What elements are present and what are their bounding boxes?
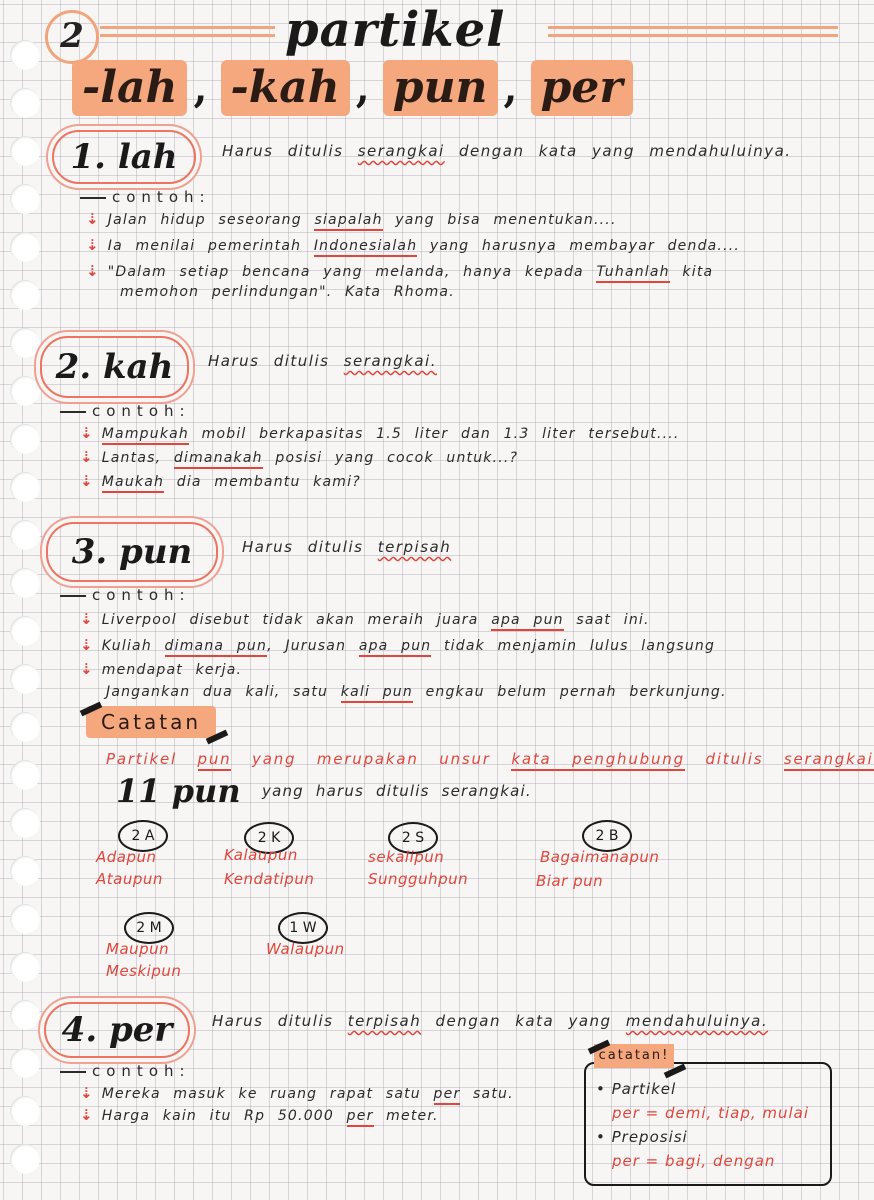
example-item: [80, 636, 715, 654]
example-text: , Jurusan: [267, 638, 359, 654]
example-keyword: Indonesialah: [314, 238, 417, 257]
desc-keyword: terpisah: [347, 1012, 422, 1030]
group-word: Biar pun: [536, 872, 604, 890]
desc-text: Harus ditulis: [242, 538, 378, 556]
example-keyword: kali pun: [341, 684, 413, 703]
example-keyword: per: [347, 1108, 374, 1127]
desc-text: dengan kata yang: [421, 1012, 626, 1030]
binder-hole: [10, 1144, 40, 1174]
dash: [60, 411, 86, 413]
group-label: 1 W: [278, 912, 328, 944]
example-text: Harga kain itu Rp 50.000: [101, 1108, 347, 1124]
separator: ,: [193, 65, 208, 112]
example-text: tidak menjamin lulus langsung: [431, 638, 716, 654]
example-item: [80, 448, 518, 466]
note-keyword: serangkai: [784, 750, 874, 771]
arrow-down-icon: ⇣: [86, 262, 100, 280]
note-keyword: kata penghubung: [511, 750, 685, 771]
binder-hole: [10, 664, 40, 694]
example-keyword: apa pun: [491, 612, 564, 631]
example-item: [106, 684, 727, 700]
arrow-down-icon: ⇣: [80, 448, 94, 466]
binder-hole: [10, 328, 40, 358]
catatan-tag: Catatan: [86, 706, 216, 738]
subtitle-item: pun: [383, 60, 498, 116]
example-keyword: apa pun: [359, 638, 432, 657]
group-word: Walaupun: [266, 940, 345, 958]
title-rule-left: [100, 26, 275, 29]
example-item: [80, 1106, 439, 1124]
example-keyword: Tuhanlah: [596, 264, 669, 283]
binder-hole: [10, 376, 40, 406]
arrow-down-icon: ⇣: [80, 660, 94, 678]
contoh-label: contoh:: [92, 402, 191, 420]
binder-hole: [10, 808, 40, 838]
binder-hole: [10, 856, 40, 886]
dash: [80, 197, 106, 199]
binder-hole: [10, 952, 40, 982]
eleven-pun-heading: 11 pun: [116, 772, 241, 810]
chapter-number: 2: [45, 10, 99, 64]
example-text: Liverpool disebut tidak akan meraih juara: [101, 612, 492, 628]
example-text: Mereka masuk ke ruang rapat satu: [101, 1086, 434, 1102]
binder-hole: [10, 280, 40, 310]
example-keyword: Maukah: [102, 474, 164, 493]
contoh-heading: [60, 402, 191, 420]
binder-hole: [10, 616, 40, 646]
example-keyword: Mampukah: [102, 426, 189, 445]
arrow-down-icon: ⇣: [80, 472, 94, 490]
separator: ,: [355, 65, 370, 112]
example-keyword: siapalah: [314, 212, 382, 231]
eleven-pun-description: yang harus ditulis serangkai.: [262, 782, 532, 800]
contoh-heading: [80, 188, 211, 206]
group-label: 2 A: [118, 820, 168, 852]
binder-hole: [10, 712, 40, 742]
arrow-down-icon: ⇣: [80, 1084, 94, 1102]
desc-keyword: serangkai: [357, 142, 445, 160]
example-item: [80, 1084, 514, 1102]
group-word: Meskipun: [106, 962, 182, 980]
note-text: yang merupakan unsur: [231, 750, 512, 768]
example-text: Kuliah: [101, 638, 165, 654]
example-text: kita: [669, 264, 714, 280]
example-text: "Dalam setiap bencana yang melanda, hanya kepada: [107, 264, 597, 280]
binder-hole: [10, 568, 40, 598]
binder-hole: [10, 1048, 40, 1078]
box-line: per = bagi, dengan: [612, 1152, 776, 1170]
binder-hole: [10, 88, 40, 118]
example-keyword: dimanakah: [174, 450, 263, 469]
desc-keyword: serangkai.: [343, 352, 437, 370]
example-item: [86, 262, 713, 280]
binder-holes: [10, 40, 44, 1200]
section-description: [208, 352, 437, 370]
dash: [60, 1071, 86, 1073]
desc-keyword: mendahuluinya.: [625, 1012, 769, 1030]
box-line: • Partikel: [596, 1080, 677, 1098]
binder-hole: [10, 424, 40, 454]
section-badge-per: 4. per: [44, 1002, 190, 1058]
group-word: Maupun: [106, 940, 170, 958]
contoh-label: contoh:: [92, 1062, 191, 1080]
box-line: per = demi, tiap, mulai: [612, 1104, 810, 1122]
section-badge-pun: 3. pun: [46, 522, 218, 582]
binder-hole: [10, 760, 40, 790]
example-text: yang harusnya membayar denda....: [417, 238, 741, 254]
example-item: [80, 610, 650, 628]
example-text: mendapat kerja.: [101, 662, 243, 678]
example-item: [80, 424, 680, 442]
example-text: meter.: [373, 1108, 439, 1124]
example-item: [86, 210, 617, 228]
group-label: 2 S: [388, 822, 438, 854]
subtitle: [72, 60, 637, 122]
arrow-down-icon: ⇣: [80, 636, 94, 654]
section-description: [212, 1012, 768, 1030]
group-label: 2 K: [244, 822, 294, 854]
group-word: sekalipun: [368, 848, 445, 866]
catatan-box-tag: catatan!: [594, 1044, 674, 1068]
group-word: Bagaimanapun: [540, 848, 660, 866]
section-badge-lah: 1. lah: [52, 130, 196, 184]
title-rule-right: [548, 26, 838, 29]
binder-hole: [10, 1000, 40, 1030]
arrow-down-icon: ⇣: [80, 424, 94, 442]
example-keyword: dimana pun: [165, 638, 268, 657]
binder-hole: [10, 40, 40, 70]
example-text: posisi yang cocok untuk...?: [262, 450, 519, 466]
desc-text: dengan kata yang mendahuluinya.: [444, 142, 792, 160]
example-text: dia membantu kami?: [164, 474, 361, 490]
example-continuation: memohon perlindungan". Kata Rhoma.: [120, 284, 455, 300]
example-text: engkau belum pernah berkunjung.: [412, 684, 727, 700]
contoh-label: contoh:: [92, 586, 191, 604]
title-rule-right: [548, 34, 838, 37]
desc-text: Harus ditulis: [212, 1012, 348, 1030]
group-label: 2 B: [582, 820, 632, 852]
group-word: Adapun: [96, 848, 157, 866]
example-text: Jangankan dua kali, satu: [106, 684, 341, 700]
title-rule-left: [100, 34, 275, 37]
binder-hole: [10, 520, 40, 550]
group-word: Sungguhpun: [368, 870, 469, 888]
desc-text: Harus ditulis: [208, 352, 344, 370]
section-badge-kah: 2. kah: [40, 336, 189, 398]
dash: [60, 595, 86, 597]
contoh-heading: [60, 1062, 191, 1080]
example-text: yang bisa menentukan....: [382, 212, 617, 228]
contoh-heading: [60, 586, 191, 604]
example-keyword: per: [434, 1086, 461, 1105]
arrow-down-icon: ⇣: [80, 1106, 94, 1124]
subtitle-item: -lah: [72, 60, 187, 116]
group-label: 2 M: [124, 912, 174, 944]
page-title: partikel: [285, 2, 506, 58]
arrow-down-icon: ⇣: [86, 236, 100, 254]
group-word: Kalaupun: [224, 846, 298, 864]
section-description: [222, 142, 792, 160]
arrow-down-icon: ⇣: [80, 610, 94, 628]
separator: ,: [503, 65, 518, 112]
example-text: Jalan hidup seseorang: [107, 212, 315, 228]
subtitle-item: -kah: [221, 60, 350, 116]
group-word: Ataupun: [96, 870, 163, 888]
binder-hole: [10, 472, 40, 502]
note-keyword: pun: [198, 750, 232, 771]
binder-hole: [10, 232, 40, 262]
subtitle-item: per: [531, 60, 633, 116]
contoh-label: contoh:: [112, 188, 211, 206]
box-line: • Preposisi: [596, 1128, 688, 1146]
arrow-down-icon: ⇣: [86, 210, 100, 228]
group-word: Kendatipun: [224, 870, 315, 888]
binder-hole: [10, 1096, 40, 1126]
example-item: [86, 236, 740, 254]
example-text: saat ini.: [563, 612, 650, 628]
example-item: [80, 660, 242, 678]
example-text: Lantas,: [101, 450, 174, 466]
catatan-note: [106, 750, 874, 768]
desc-text: Harus ditulis: [222, 142, 358, 160]
example-text: satu.: [460, 1086, 514, 1102]
example-item: [80, 472, 361, 490]
binder-hole: [10, 136, 40, 166]
section-description: [242, 538, 451, 556]
binder-hole: [10, 904, 40, 934]
binder-hole: [10, 184, 40, 214]
example-text: Ia menilai pemerintah: [107, 238, 314, 254]
note-text: Partikel: [106, 750, 198, 768]
note-text: ditulis: [684, 750, 784, 768]
example-text: mobil berkapasitas 1.5 liter dan 1.3 liter tersebut....: [189, 426, 680, 442]
desc-keyword: terpisah: [377, 538, 452, 556]
